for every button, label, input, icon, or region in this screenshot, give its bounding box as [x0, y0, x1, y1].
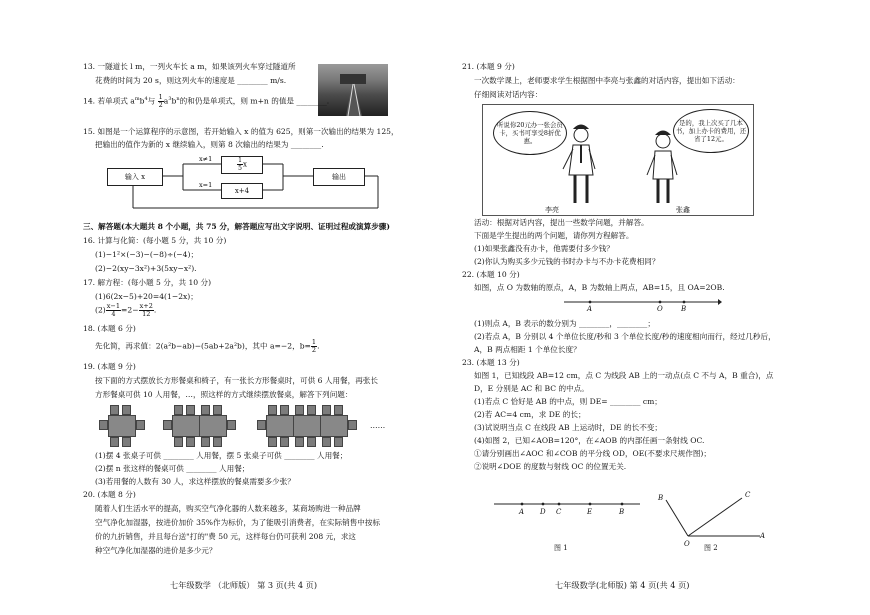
flow-op1-box: $\frac{1}{5}$ x	[221, 156, 263, 174]
angle-aob	[652, 488, 772, 548]
axis-label-b: B	[681, 305, 687, 313]
q22-title: 22. (本题 10 分)	[462, 270, 520, 279]
q18-text: 先化简，再求值：2(a²b−ab)−(5ab+2a²b)，其中 a=−2，b= $\frac{1}{2}$ .	[95, 338, 320, 354]
q21-line2: 仔细阅读对话内容：	[474, 90, 543, 99]
q20-line3: 价的九折销售，并且每台送"打的"费 50 元，这样每台仍可获利 208 元，求这	[95, 532, 357, 541]
q22-p2a: (2)若点 A，B 分别以 4 个单位长度/秒和 3 个单位长度/秒的速度相向而行，经过几秒后，	[474, 332, 776, 341]
bubble-right: 是的，我上次买了几本书，加上办卡的费用，还省了12元。	[673, 109, 749, 153]
q19-p2: (2)摆 n 张这样的餐桌可供 ________ 人用餐；	[95, 464, 250, 473]
fig1-label-a: A	[519, 508, 525, 516]
q19-title: 19. (本题 9 分)	[83, 362, 136, 371]
q23-p4b: ②说明∠DOE 的度数与射线 OC 的位置无关.	[474, 462, 627, 471]
fig1-label-c: C	[556, 508, 562, 516]
q21-activity1: 活动：根据对话内容，提出一些数学问题，并解答。	[474, 218, 649, 227]
student-left-figure	[563, 125, 595, 204]
q20-line2: 空气净化加湿器，按进价加价 35%作为标价，为了能吸引消费者，在实际销售中按标	[95, 518, 381, 527]
flowchart	[103, 154, 403, 214]
axis-label-a: A	[587, 305, 593, 313]
q20-title: 20. (本题 8 分)	[83, 490, 136, 499]
q13-line2: 花费的时间为 20 s，则这列火车的速度是 ________ m/s.	[95, 76, 287, 85]
q19-p3: (3)若用餐的人数有 30 人，求这样摆放的餐桌需要多少张？	[95, 477, 295, 486]
students-drawing	[483, 105, 753, 215]
number-line	[562, 294, 722, 318]
section3-heading: 三、解答题(本大题共 8 个小题，共 75 分，解答题应写出文字说明、证明过程或演算步骤)	[83, 222, 390, 231]
q21-p2: (2)你认为购买多少元钱的书时办卡与不办卡花费相同？	[474, 257, 660, 266]
q21-line1: 一次数学课上，老师要求学生根据图中李亮与张鑫的对话内容，提出如下活动：	[474, 76, 740, 85]
q14: 14. 若单项式 $a^mb^4$与 $\frac{1}{2}$ $a^3b^n$的和仍是单项式，则 m+n 的值是 ________.	[83, 93, 330, 110]
q19-p1: (1)摆 4 张桌子可供 ________ 人用餐，摆 5 张桌子可供 ________ 人用餐；	[95, 451, 348, 460]
flow-cond1: x≠1	[199, 155, 213, 163]
axis-label-o: O	[657, 305, 663, 313]
q16-p2: (2)−2(xy−3x²)+3(5xy−x²).	[95, 264, 197, 273]
q23-title: 23. (本题 13 分)	[462, 358, 520, 367]
q20-line1: 随着人们生活水平的提高，购买空气净化器的人数来越多，某商场购进一种品牌	[95, 504, 361, 513]
dialogue-scene	[482, 104, 754, 216]
q16-p1: (1)−1²×(−3)−(−8)÷(−4)；	[95, 250, 199, 259]
q18-title: 18. (本题 6 分)	[83, 324, 136, 333]
number-line-figure	[562, 294, 722, 318]
q23-p3: (3)试说明当点 C 在线段 AB 上运动时，DE 的长不变；	[474, 423, 663, 432]
name-zhang-xin: 张鑫	[676, 206, 690, 214]
q22-line1: 如图，点 O 为数轴的原点，A，B 为数轴上两点，AB=15，且 OA=2OB.	[474, 283, 725, 292]
fig2-label-a: A	[760, 532, 766, 540]
flow-input-box: 输入 x	[107, 168, 163, 186]
q23-p1: (1)若点 C 恰好是 AB 的中点，则 DE= ________ cm；	[474, 397, 662, 406]
fig2-label-c: C	[745, 491, 751, 499]
q13-line1: 13. 一隧道长 l m，一列火车长 a m，如果该列火车穿过隧道所	[83, 62, 296, 71]
q21-activity2: 下面是学生提出的两个问题，请你列方程解答。	[474, 231, 634, 240]
student-right-figure	[647, 131, 677, 204]
fig1-label-e: E	[587, 508, 593, 516]
name-li-liang: 李亮	[545, 206, 559, 214]
flow-output-box: 输出	[313, 168, 365, 186]
fig1-caption: 图 1	[554, 544, 568, 552]
q21-p1: (1)如果张鑫没有办卡，他需要付多少钱？	[474, 244, 614, 253]
fig2-caption: 图 2	[704, 544, 718, 552]
figure-1	[492, 496, 642, 556]
fig1-label-b: B	[619, 508, 625, 516]
q23-p2: (2)若 AC=4 cm，求 DE 的长；	[474, 410, 586, 419]
q17-p2: (2) $\frac{x-1}{4}$ =2− $\frac{x+2}{12}$ .	[95, 302, 157, 318]
q19-line2: 方形餐桌可供 10 人用餐，…，照这样的方式继续摆放餐桌，解答下列问题：	[95, 390, 353, 399]
q15-line2: 把输出的值作为新的 x 继续输入，则第 8 次输出的结果为 ________.	[95, 140, 324, 149]
q20-line4: 种空气净化加湿器的进价是多少元？	[95, 546, 217, 555]
table-arrangement-figure	[96, 405, 416, 451]
left-footer: 七年级数学 （北师版） 第 3 页(共 4 页)	[170, 580, 318, 590]
q16-title: 16. 计算与化简：(每小题 5 分，共 10 分)	[83, 236, 227, 245]
q22-p1: (1)则点 A，B 表示的数分别为 ________，________；	[474, 319, 655, 328]
bubble-left: 听说你20元办一张会员卡，买书可享受8折优惠。	[493, 111, 567, 155]
right-page	[462, 0, 797, 615]
q23-line1: 如图 1，已知线段 AB=12 cm，点 C 为线段 AB 上的一动点(点 C 不与 A，B 重合)，点	[474, 371, 774, 380]
q23-line2: D，E 分别是 AC 和 BC 的中点。	[474, 384, 589, 393]
flow-op2-box: x+4	[221, 183, 263, 199]
q17-p1: (1)6(2x−5)+20=4(1−2x)；	[95, 292, 198, 301]
fig1-label-d: D	[540, 508, 546, 516]
fig2-label-o: O	[684, 540, 690, 548]
q15-line1: 15. 如图是一个运算程序的示意图，若开始输入 x 的值为 625，则第一次输出的结果为 125，	[83, 127, 399, 136]
right-footer: 七年级数学(北师版) 第 4 页(共 4 页)	[555, 580, 690, 590]
left-page	[78, 0, 430, 615]
figure-2	[652, 488, 772, 558]
flow-cond2: x=1	[199, 181, 213, 189]
q21-title: 21. (本题 9 分)	[462, 62, 515, 71]
tables-ellipsis: ……	[370, 421, 386, 430]
q23-p4: (4)如图 2，已知∠AOB=120°，在∠AOB 的内部任画一条射线 OC.	[474, 436, 705, 445]
fig2-label-b: B	[658, 494, 664, 502]
q23-p4a: ①请分别画出∠AOC 和∠COB 的平分线 OD，OE(不要求尺规作图)；	[474, 449, 711, 458]
q19-line1: 按下面的方式摆放长方形餐桌和椅子，有一张长方形餐桌时，可供 6 人用餐，再张长	[95, 376, 379, 385]
q22-p2b: A，B 两点相距 1 个单位长度？	[474, 345, 581, 354]
q17-title: 17. 解方程：(每小题 5 分，共 10 分)	[83, 278, 212, 287]
